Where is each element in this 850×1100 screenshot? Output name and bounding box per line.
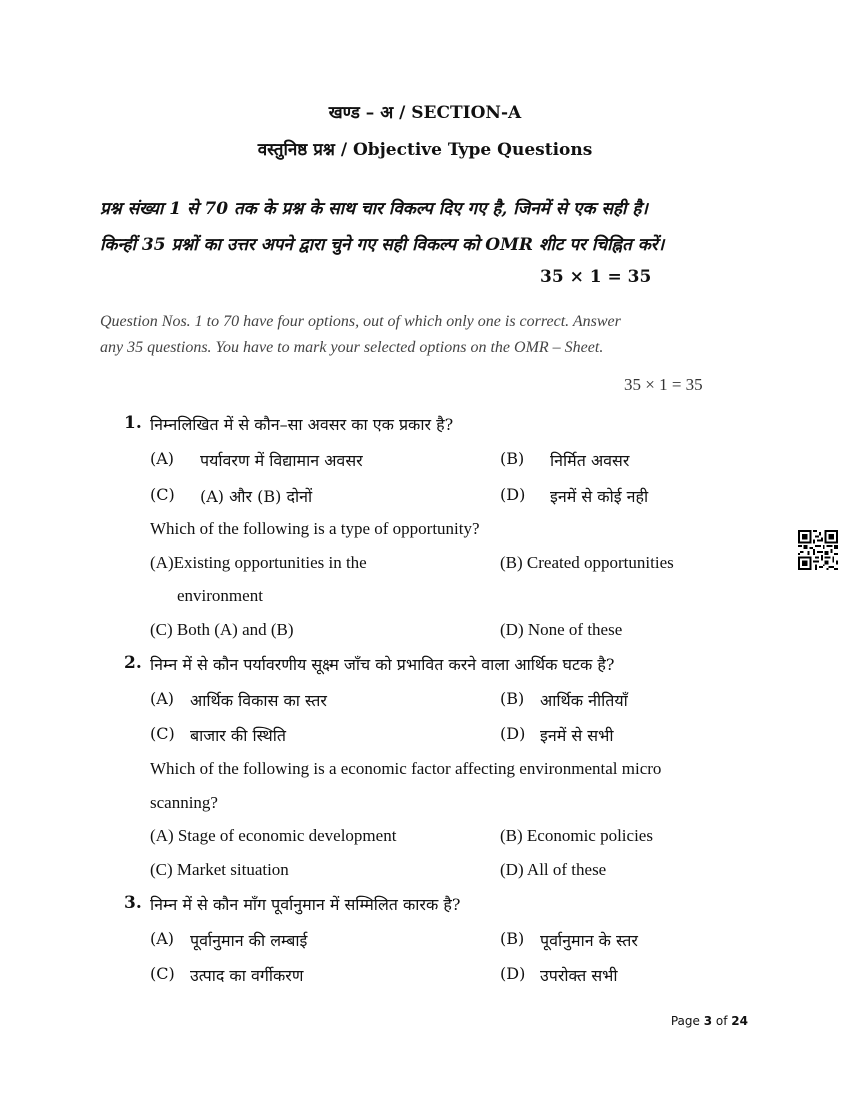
option-english: (C) Market situation <box>150 860 289 879</box>
option-text: उपरोक्त सभी <box>540 966 618 985</box>
option-label: (A) <box>150 689 175 708</box>
option-text: उत्पाद का वर्गीकरण <box>190 966 304 985</box>
option-label: (B) <box>500 929 525 948</box>
question-hindi: निम्नलिखित में से कौन–सा अवसर का एक प्रकार है? <box>150 415 454 434</box>
hindi-instruction-line-1: प्रश्न संख्या 1 से 70 तक के प्रश्न के साथ चार विकल्प दिए गए है, जिनमें से एक सही है। <box>100 199 648 219</box>
option-english: (B) Created opportunities <box>500 553 674 572</box>
option-text: पर्यावरण में विद्यामान अवसर <box>200 451 363 470</box>
question-english: Which of the following is a type of opportunity? <box>150 519 480 538</box>
page-of: of <box>715 1014 728 1028</box>
option-text: (A) और (B) दोनों <box>200 487 313 506</box>
question-english-continued: scanning? <box>150 793 218 812</box>
option-label: (D) <box>500 964 526 983</box>
option-text: पूर्वानुमान की लम्बाई <box>190 931 308 950</box>
option-english: (D) None of these <box>500 620 623 639</box>
option-text: बाजार की स्थिति <box>190 726 286 745</box>
option-label: (A) <box>150 449 175 468</box>
option-english: (A)Existing opportunities in the <box>150 553 367 572</box>
option-label: (D) <box>500 724 526 743</box>
option-text: पूर्वानुमान के स्तर <box>540 931 638 950</box>
english-instruction-line-1: Question Nos. 1 to 70 have four options, out of which only one is correct. Answer <box>100 313 621 330</box>
question-hindi: निम्न में से कौन माँग पूर्वानुमान में सम्मिलित कारक है? <box>150 895 461 914</box>
option-english: (A) Stage of economic development <box>150 826 397 845</box>
question-number: 3. <box>124 893 142 913</box>
page-total: 24 <box>731 1014 748 1028</box>
section-subtitle: वस्तुनिष्ठ प्रश्न / Objective Type Questions <box>257 140 593 160</box>
option-label: (C) <box>150 964 175 983</box>
question-hindi: निम्न में से कौन पर्यावरणीय सूक्ष्म जाँच को प्रभावित करने वाला आर्थिक घटक है? <box>150 655 615 674</box>
option-text: इनमें से सभी <box>540 726 614 745</box>
hindi-instruction-line-2: किन्हीं 35 प्रश्नों का उत्तर अपने द्वारा चुने गए सही विकल्प को OMR शीट पर चिह्नित करें। <box>100 235 665 255</box>
option-label: (C) <box>150 485 175 504</box>
page-number <box>0 1014 748 1028</box>
option-label: (B) <box>500 449 525 468</box>
question-number: 2. <box>124 653 142 673</box>
option-english-continued: environment <box>177 586 263 605</box>
option-text: आर्थिक नीतियाँ <box>540 691 628 710</box>
qr-code-icon <box>798 530 838 570</box>
option-label: (B) <box>500 689 525 708</box>
english-instruction-line-2: any 35 questions. You have to mark your selected options on the OMR – Sheet. <box>100 339 604 356</box>
option-text: आर्थिक विकास का स्तर <box>190 691 327 710</box>
english-marks: 35 × 1 = 35 <box>624 375 703 394</box>
option-english: (B) Economic policies <box>500 826 653 845</box>
page-prefix: Page <box>670 1014 700 1028</box>
option-label: (D) <box>500 485 526 504</box>
option-english: (C) Both (A) and (B) <box>150 620 294 639</box>
question-number: 1. <box>124 413 142 433</box>
hindi-marks: 35 × 1 = 35 <box>540 267 652 287</box>
option-label: (C) <box>150 724 175 743</box>
page-current: 3 <box>703 1014 713 1028</box>
option-english: (D) All of these <box>500 860 607 879</box>
option-label: (A) <box>150 929 175 948</box>
option-text: इनमें से कोई नही <box>550 487 649 506</box>
section-title: खण्ड – अ / SECTION-A <box>328 103 522 123</box>
option-text: निर्मित अवसर <box>550 451 630 470</box>
question-english: Which of the following is a economic factor affecting environmental micro <box>150 759 662 778</box>
